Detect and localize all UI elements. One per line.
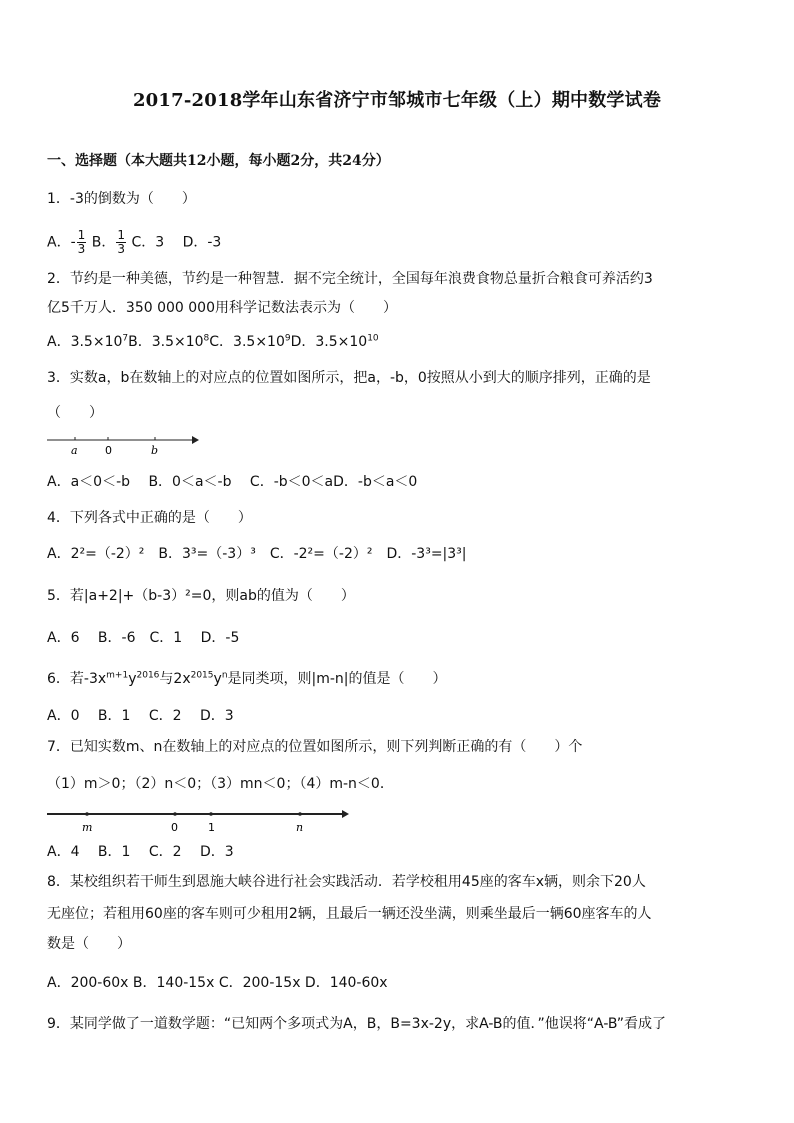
q6-exponent-1: m+1 (106, 670, 129, 681)
question-3-options: A．a＜0＜-b B．0＜a＜-b C．-b＜0＜aD．-b＜a＜0 (47, 474, 418, 490)
fraction-denominator: 3 (77, 242, 86, 256)
question-7-line-2: （1）m＞0；（2）n＜0；（3）mn＜0；（4）m-n＜0． (47, 776, 394, 792)
fraction-denominator: 3 (117, 242, 125, 256)
q1-option-b-prefix: B． (91, 234, 116, 251)
axis-label-zero: 0 (105, 444, 112, 457)
page-title: 2017-2018学年山东省济宁市邹城市七年级（上）期中数学试卷 (132, 90, 662, 111)
question-8-options: A．200-60x B．140-15x C．200-15x D．140-60x (47, 975, 388, 991)
axis-label-m: m (82, 821, 93, 834)
question-6-options: A．0 B．1 C．2 D．3 (47, 708, 234, 724)
q6-text-2: y (128, 671, 137, 687)
q2-option-a-exponent: 7 (122, 333, 129, 344)
question-7-options: A．4 B．1 C．2 D．3 (47, 844, 234, 860)
q1-option-a-prefix: A．- (47, 234, 76, 251)
question-3-number-line (44, 430, 204, 464)
question-1-options (47, 229, 221, 256)
question-3-line-2: （ ） (47, 405, 103, 421)
q6-text-1: 6．若-3x (47, 671, 107, 687)
q2-option-d: D．3.5×10 (290, 334, 368, 350)
section-heading: 一、选择题（本大题共12小题，每小题2分，共24分） (47, 153, 390, 169)
point-zero (173, 812, 177, 816)
q2-option-c-exponent: 9 (284, 333, 291, 344)
fraction-numerator: 1 (77, 228, 86, 242)
question-2-line-1: 2．节约是一种美德，节约是一种智慧．据不完全统计，全国每年浪费食物总量折合粮食可养活约3 (47, 271, 653, 287)
point-one (209, 812, 213, 816)
question-8-line-1: 8．某校组织若干师生到恩施大峡谷进行社会实践活动．若学校租用45座的客车x辆，则余下20人 (47, 874, 646, 890)
question-9-line-1: 9．某同学做了一道数学题：“已知两个多项式为A，B，B=3x-2y，求A-B的值．”他误将“A-B”看成了 (47, 1016, 666, 1032)
q6-exponent-3: 2015 (190, 670, 214, 681)
question-8-line-2: 无座位；若租用60座的客车则可少租用2辆，且最后一辆还没坐满，则乘坐最后一辆60座客车的人 (47, 906, 652, 922)
point-n (298, 812, 302, 816)
question-1-stem: 1．-3的倒数为（ ） (47, 191, 196, 207)
q2-option-b: B．3.5×10 (128, 334, 204, 350)
number-line-svg (44, 806, 354, 836)
point-m (85, 812, 89, 816)
fraction-numerator: 1 (117, 228, 125, 242)
q6-text-4: y (213, 671, 222, 687)
axis-label-b: b (151, 444, 159, 457)
question-2-options (47, 333, 379, 351)
q6-text-3: 与2x (159, 671, 191, 687)
question-5-stem: 5．若|a+2|+（b-3）²=0，则ab的值为（ ） (47, 588, 355, 604)
q2-option-a: A．3.5×10 (47, 334, 123, 350)
q2-option-c: C．3.5×10 (209, 334, 285, 350)
number-line-svg (44, 430, 204, 460)
q6-exponent-4: n (221, 670, 228, 681)
question-4-stem: 4．下列各式中正确的是（ ） (47, 510, 252, 526)
question-3-line-1: 3．实数a，b在数轴上的对应点的位置如图所示，把a，-b，0按照从小到大的顺序排列，正确的是 (47, 370, 651, 386)
axis-arrow-icon (192, 436, 199, 444)
question-7-line-1: 7．已知实数m、n在数轴上的对应点的位置如图所示，则下列判断正确的有（ ）个 (47, 739, 583, 755)
axis-label-n: n (296, 821, 304, 834)
q6-exponent-2: 2016 (136, 670, 160, 681)
q2-option-d-exponent: 10 (367, 333, 379, 344)
axis-label-zero: 0 (171, 821, 178, 834)
q1-option-a-fraction (77, 229, 87, 256)
question-4-options: A．2²=（-2）² B．3³=（-3）³ C．-2²=（-2）² D．-3³=|3³| (47, 546, 467, 562)
q1-options-rest: C．3 D．-3 (131, 234, 222, 251)
axis-label-one: 1 (208, 821, 215, 834)
q1-option-b-fraction (116, 229, 126, 256)
q2-option-b-exponent: 8 (203, 333, 210, 344)
q6-text-5: 是同类项，则|m-n|的值是（ ） (227, 671, 447, 687)
question-5-options: A．6 B．-6 C．1 D．-5 (47, 630, 240, 646)
question-7-number-line (44, 806, 354, 840)
axis-label-a: a (71, 444, 78, 457)
question-6-stem (47, 670, 447, 688)
axis-arrow-icon (342, 810, 349, 818)
question-8-line-3: 数是（ ） (47, 936, 131, 952)
question-2-line-2: 亿5千万人．350 000 000用科学记数法表示为（ ） (47, 300, 397, 316)
